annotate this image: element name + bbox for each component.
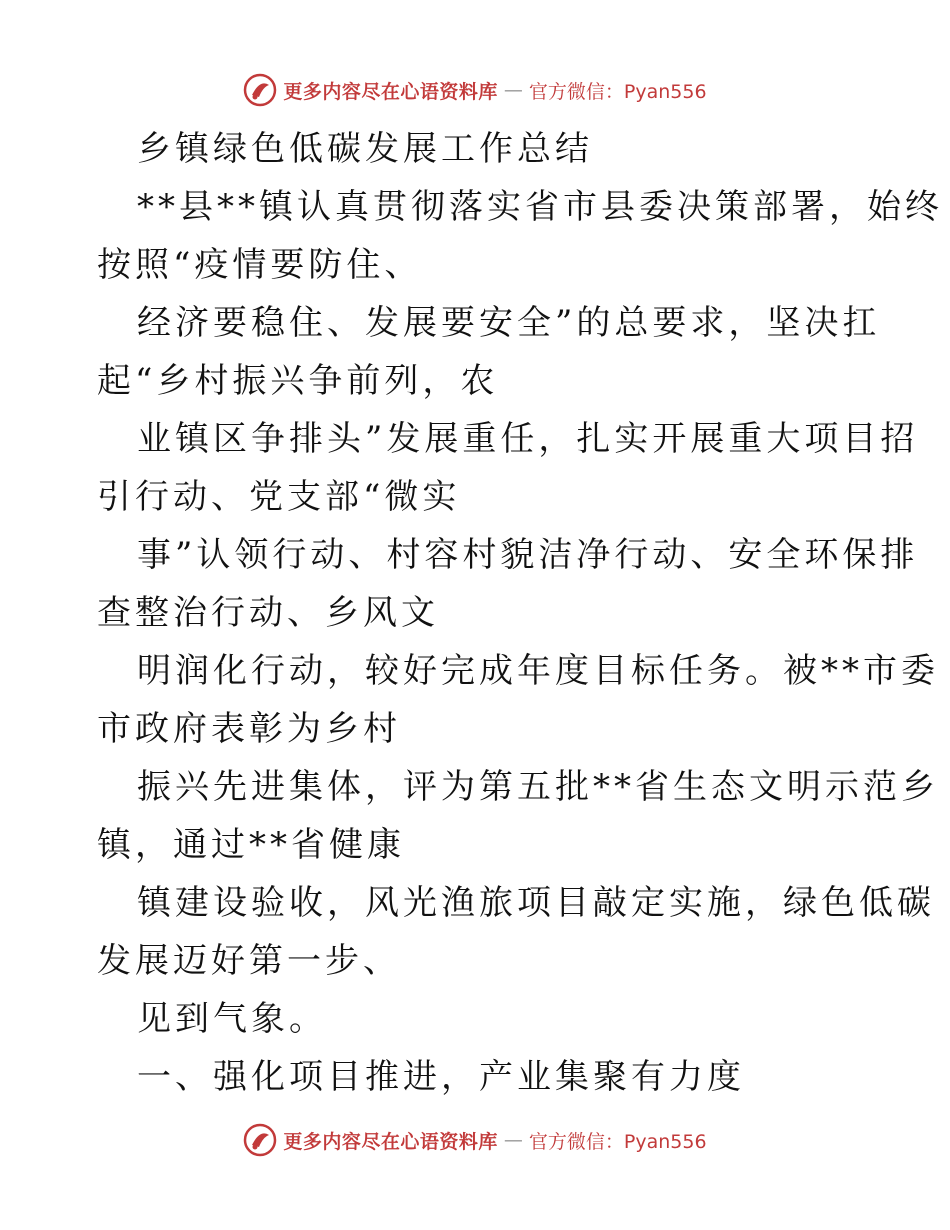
footer-banner [0,1120,950,1160]
text-line: **县**镇认真贯彻落实省市县委决策部署，始终 [137,187,943,227]
section-heading: 一、强化项目推进，产业集聚有力度 [137,1057,745,1097]
text-line: 发展迈好第一步、 [97,941,401,981]
text-line: 起“乡村振兴争前列，农 [97,361,499,401]
brand-logo-icon [243,73,277,107]
text-line: 明润化行动，较好完成年度目标任务。被**市委 [137,651,939,691]
text-line: 振兴先进集体，评为第五批**省生态文明示范乡 [137,767,939,807]
text-line: 镇，通过**省健康 [97,825,405,865]
banner-text: 更多内容尽在心语资料库 [283,1130,498,1153]
banner-text: 更多内容尽在心语资料库 [283,80,498,103]
text-line: 查整治行动、乡风文 [97,593,439,633]
banner-wechat: 官方微信：Pyan556 [528,80,707,103]
text-line: 业镇区争排头”发展重任，扎实开展重大项目招 [137,419,919,459]
document-title: 乡镇绿色低碳发展工作总结 [137,129,593,169]
text-line: 按照“疫情要防住、 [97,245,423,285]
text-line: 事”认领行动、村容村貌洁净行动、安全环保排 [137,535,919,575]
brand-logo-icon [243,1123,277,1157]
text-line: 镇建设验收，风光渔旅项目敲定实施，绿色低碳 [137,883,935,923]
text-line: 经济要稳住、发展要安全”的总要求，坚决扛 [137,303,881,343]
document-body [97,120,943,1106]
banner-separator: — [503,1129,523,1151]
text-line: 引行动、党支部“微实 [97,477,461,517]
header-banner [0,70,950,110]
text-line: 见到气象。 [137,999,327,1039]
text-line: 市政府表彰为乡村 [97,709,401,749]
banner-wechat: 官方微信：Pyan556 [528,1130,707,1153]
banner-separator: — [503,79,523,101]
